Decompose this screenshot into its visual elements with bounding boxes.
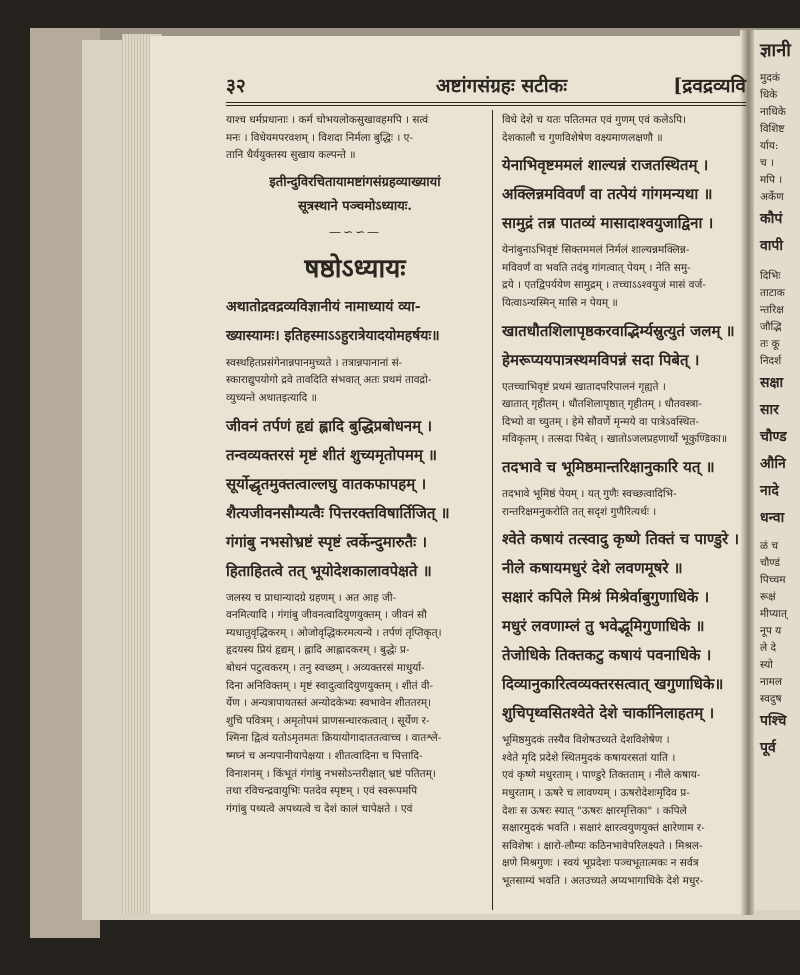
colophon-line: सूत्रस्थाने पञ्चमोऽध्यायः.	[298, 198, 412, 214]
verse-line: येनाभिवृष्टममलं शाल्यन्नं राजतस्थितम् ।	[502, 156, 709, 175]
text-line: देशः स ऊषरः स्यात् "ऊषरः क्षारमृत्तिका" । कपिले	[502, 804, 687, 817]
commentary-top	[502, 112, 746, 147]
facing-bold-line: नादे	[760, 483, 779, 499]
commentary-storage	[502, 379, 746, 449]
text-line: याश्च धर्मप्रधानाः । कर्म चोभयलोकसुखावहमपि । सत्वं	[226, 114, 429, 126]
facing-line: जौद्भि	[760, 321, 782, 333]
verse-opening	[226, 293, 484, 351]
book-title: अष्टांगसंग्रहः सटीकः	[436, 75, 568, 97]
text-line: क्षणे मिश्रगुणः । स्वयं भूप्रदेशः पञ्चभूतात्मकः न सर्वत्र	[502, 857, 699, 870]
text-line: स्वस्थहितप्रसंगेनान्नपानमुच्यते । तत्रान्नपानानां सं-	[226, 356, 403, 369]
commentary-ground-water	[502, 486, 746, 521]
facing-line: विशिष्ट	[760, 123, 785, 135]
verse-ground-water	[502, 453, 746, 482]
text-line: बोधनं पटुत्वकरम् । तनु स्वच्छम् । अव्यक्तरसं माधुर्या-	[226, 661, 425, 674]
facing-bold-line: सक्षा	[760, 375, 784, 391]
text-line: श्मिना द्वित्वं यतोऽमृतमतः क्रियायोगादाततत्वाच्च । वातश्ले-	[226, 732, 442, 745]
verse-line: जीवनं तर्पणं हृद्यं ह्लादि बुद्धिप्रबोधनम् ।	[226, 416, 433, 435]
text-line: हृदयस्य प्रियं हृद्यम् । ह्लादि आह्लादकरम् । बुद्धेः प्र-	[226, 644, 410, 657]
facing-lines-a	[760, 70, 800, 206]
facing-heading: ज्ञानी	[760, 40, 791, 61]
facing-lines-b	[760, 268, 800, 370]
verse-line: सक्षारं कपिले मिश्रं मिश्रेर्वाबुगुणाधिके ।	[502, 588, 710, 607]
facing-line: च ।	[760, 157, 774, 169]
section-title: [द्रवद्रव्यवि	[673, 75, 746, 97]
facing-page	[752, 30, 800, 910]
text-line: खातात् गृहीतम् । धौतशिलापृष्ठात् गृहीतम् । धौतवस्त्रा-	[502, 398, 702, 411]
ornament-divider: —∽∽—	[328, 224, 382, 239]
right-column	[502, 112, 746, 890]
chapter-colophon	[226, 171, 484, 219]
text-line: एतच्चाभिवृष्टं प्रथमं खातादपरिपालनं गृह्यते ।	[502, 380, 666, 393]
text-line: र्येण । अन्यत्रापायतस्तं अन्योदकेभ्यः स्वभावेन शीततरम्।	[226, 697, 432, 710]
commentary-opening	[226, 355, 484, 408]
text-line: विधे देशे च यतः पतितमत एवं गुणम् एवं कलेऽपि।	[502, 114, 687, 126]
text-line: मधुरताम् । ऊषरे च लावण्यम् । ऊषरोदेशःमृदिव प्र-	[502, 786, 690, 799]
verse-line: हेमरूप्ययपात्रस्थमविपन्नं सदा पिबेत् ।	[502, 350, 700, 369]
facing-line: नूप य	[760, 625, 782, 637]
text-line: जलस्य च प्राधान्यादग्रे ग्रहणम् । अत आह जी-	[226, 591, 397, 604]
text-line: श्वेते मृदि प्रदेशे स्थितमुदकं कषायरसतां याति ।	[502, 751, 676, 764]
text-line: गंगांबु पथ्यत्वे अपथ्यत्वे च देशं कालं चापेक्षते । एवं	[226, 802, 413, 815]
facing-line: ले दे	[760, 642, 777, 654]
verse-line: ख्यास्यामः। इतिहस्माऽऽहुरात्रेयादयोमहर्षयः॥	[226, 327, 440, 344]
facing-line: पिच्चम	[760, 574, 786, 586]
facing-bold-line: कौपं	[760, 211, 783, 227]
intro-commentary	[226, 112, 484, 165]
verse-line: दिव्यानुकारित्वव्यक्तरसत्वात् खगुणाधिके॥	[502, 675, 724, 694]
text-line: दिभ्यो वा च्युतम् । हेमे सौवर्णे मृन्मये वा पात्रेऽवस्थित-	[502, 415, 699, 428]
verse-ganga-water	[226, 412, 484, 586]
facing-line: नामल	[760, 676, 782, 688]
verse-line: अक्लिन्नमविवर्णं वा तत्पेयं गांगमन्यथा ॥	[502, 185, 713, 204]
verse-line: सामुद्रं तन्न पातव्यं मासादाश्वयुजाद्विना ।	[502, 214, 714, 233]
verse-storage	[502, 317, 746, 375]
commentary-soil-colours	[502, 732, 746, 890]
text-line: स्काराद्युपयोगो द्रवे तावदिति संभवात् अतः प्रथमं तावद्रो-	[226, 374, 432, 387]
chapter-heading: षष्ठोऽध्यायः	[304, 253, 406, 284]
text-line: रान्तरिक्षमनुकरोति तत् सदृशं गुणैरित्यर्थः ।	[502, 505, 657, 518]
verse-line: श्वेते कषायं तत्स्वादु कृष्णे तिक्तं च पाण्डुरे ।	[502, 530, 740, 549]
text-line: तदभावे भूमिष्ठं पेयम् । यत् गुणैः स्वच्छत्वादिभि-	[502, 487, 677, 500]
text-line: तानि धैर्ययुक्तस्य सुखाय कल्पन्ते ॥	[226, 149, 356, 162]
verse-line: नीले कषायमधुरं देशे लवणमूषरे ॥	[502, 559, 683, 578]
text-line: द्रये । एतद्विपर्ययेण सामुद्रम् । तच्चाऽऽश्वयुजं मासं वर्ज-	[502, 279, 706, 292]
verse-line: मधुरं लवणाम्लं तु भवेद्भूमिगुणाधिके ॥	[502, 617, 705, 636]
text-line: मनः । विधेयमपरवशम् । विशदा निर्मला बुद्धिः । ए-	[226, 131, 414, 144]
verse-line: हिताहितत्वे तत् भूयोदेशकालावपेक्षते ॥	[226, 561, 432, 580]
facing-bold-line: चौण्ड	[760, 429, 787, 445]
text-line: मविकृतम् । तत्सदा पिबेत् । खातोऽजलप्रहणार्थो भूकुण्डिका॥	[502, 433, 728, 446]
facing-line: स्वदुष	[760, 693, 782, 705]
facing-line: स्यो	[760, 659, 773, 671]
header-rule-top	[226, 102, 746, 103]
running-header	[226, 72, 746, 102]
verse-line: तन्वव्यक्तरसं मृष्टं शीतं शुच्यमृतोपमम् ॥	[226, 445, 438, 464]
facing-bold-line: धन्वा	[760, 510, 785, 526]
text-line: वनमित्यादि । गंगांबु जीवनत्वादियुणयुक्तम् । जीवनं सौ	[226, 609, 427, 622]
text-line: सविशेषः । क्षारो-लौम्यः कठिनभावेपरिलक्ष्यते । मिश्रल-	[502, 839, 703, 852]
text-line: म्यधातुवृद्धिकरम् । ओजोवृद्धिकरमत्यन्ये । तर्पणं तृप्तिकृत्।	[226, 626, 442, 639]
text-line: यित्वाऽन्यस्मिन् मासि न पेयम् ॥	[502, 296, 618, 309]
verse-line: गंगांबु नभसोभ्रष्टं स्पृष्टं त्वर्केन्दुमारुतैः ।	[226, 532, 428, 551]
verse-line: तेजोधिके तिक्तकटु कषायं पवनाधिके ।	[502, 646, 712, 665]
facing-line: दिभिः	[760, 270, 781, 282]
text-line: शुचि पवित्रम् । अमृतोपमं प्राणसन्धारकत्वात् । सूर्येण र-	[226, 714, 430, 727]
facing-page-text	[760, 30, 800, 762]
text-line: देशकालौ च गुणविशेषेण वक्ष्यमाणलक्षणौ ॥	[502, 131, 663, 144]
facing-line: तः कू	[760, 338, 780, 350]
facing-bold-line: औनि	[760, 456, 786, 472]
facing-line: रूक्षं	[760, 591, 776, 603]
text-line: एवं कृष्णे मधुरताम् । पाण्डुरे तिक्तताम् । नीले कषाय-	[502, 769, 701, 782]
facing-line: ळं च	[760, 540, 778, 552]
verse-line: शैत्यजीवनसौम्यत्वैः पित्तरक्तविषार्तिजित् ॥	[226, 503, 450, 522]
facing-bold-line: पूर्व	[760, 740, 776, 756]
facing-line: मुदकं	[760, 72, 780, 84]
facing-bold-line: वापी	[760, 238, 783, 254]
text-line: येनांबुनाऽभिवृष्टं सिक्तममलं निर्मलं शाल्यन्नमक्लिन्न-	[502, 244, 690, 257]
verse-line: सूर्योद्धृतमुक्तत्वाल्लघु वातकफापहम् ।	[226, 474, 427, 493]
text-line: तथा रविचन्द्रवायुभिः पतदेव स्पृष्टम् । एवं स्वरूपमपि	[226, 785, 418, 798]
text-line: ष्मघ्नं च अन्यपानीयापेक्षया । शीतत्वादिना च पित्तादि-	[226, 749, 423, 762]
facing-line: नाधिके	[760, 106, 786, 118]
text-line: मविवर्णं वा भवति तदंबु गांगत्वात् पेयम् । नेति समु-	[502, 261, 691, 274]
header-rule-bottom	[226, 105, 746, 106]
text-line: व्युच्यन्ते अथातइत्यादि ॥	[226, 391, 317, 404]
verse-line: शुचिपृथ्वसितश्वेते देशे चार्कानिलाहतम् ।	[502, 704, 715, 723]
text-line: भूमिष्ठमुदकं तस्यैव विशेषउच्यते देशविशेषेण ।	[502, 734, 670, 747]
colophon-line: इतीन्दुविरचितायामष्टांगसंग्रहव्याख्यायां	[269, 174, 441, 190]
column-divider	[492, 110, 493, 910]
left-column	[226, 112, 484, 818]
commentary-rain-test	[502, 242, 746, 312]
facing-line: धिके	[760, 89, 778, 101]
verse-line: खातधौतशिलापृष्ठकरवाद्भिर्म्यस्रुत्युतं जलम् ॥	[502, 321, 735, 340]
facing-line: न्तरिक्ष	[760, 304, 784, 316]
verse-soil-colours	[502, 525, 746, 728]
verse-rain-test	[502, 151, 746, 238]
text-line: दिना अनिविक्तम् । मृष्टं स्वादुत्वादियुणयुक्तम् । शीतं वी-	[226, 679, 434, 692]
facing-line: मीप्यात्	[760, 608, 787, 620]
text-line: भूतसाम्यं भवति । अतउच्यते अप्यभागाधिके देशे मधुर-	[502, 874, 704, 887]
commentary-ganga-water	[226, 590, 484, 819]
page-number: ३२	[226, 75, 246, 97]
facing-line: निदर्श	[760, 355, 782, 367]
facing-bold-line: सार	[760, 402, 779, 418]
verse-line: अथातोद्रवद्रव्यविज्ञानीयं नामाध्यायं व्या-	[226, 298, 421, 315]
facing-line: चौण्डं	[760, 557, 780, 569]
facing-line: र्याय:	[760, 140, 779, 152]
text-line: विनाशनम् । किंभूतं गंगांबु नभसोऽन्तरीक्षात् भ्रष्टं पतितम्।	[226, 767, 436, 780]
verse-line: तदभावे च भूमिष्ठमान्तरिक्षानुकारि यत् ॥	[502, 457, 715, 476]
facing-line: अर्केण	[760, 191, 784, 203]
facing-line: ताटाक	[760, 287, 785, 299]
text-line: सक्षारमुदकं भवति । सक्षारं क्षारत्वयुणयुक्तं क्षारेणाम र-	[502, 822, 705, 835]
facing-bold-line: पश्चि	[760, 713, 787, 729]
facing-lines-c	[760, 538, 800, 708]
facing-line: मपि ।	[760, 174, 783, 186]
